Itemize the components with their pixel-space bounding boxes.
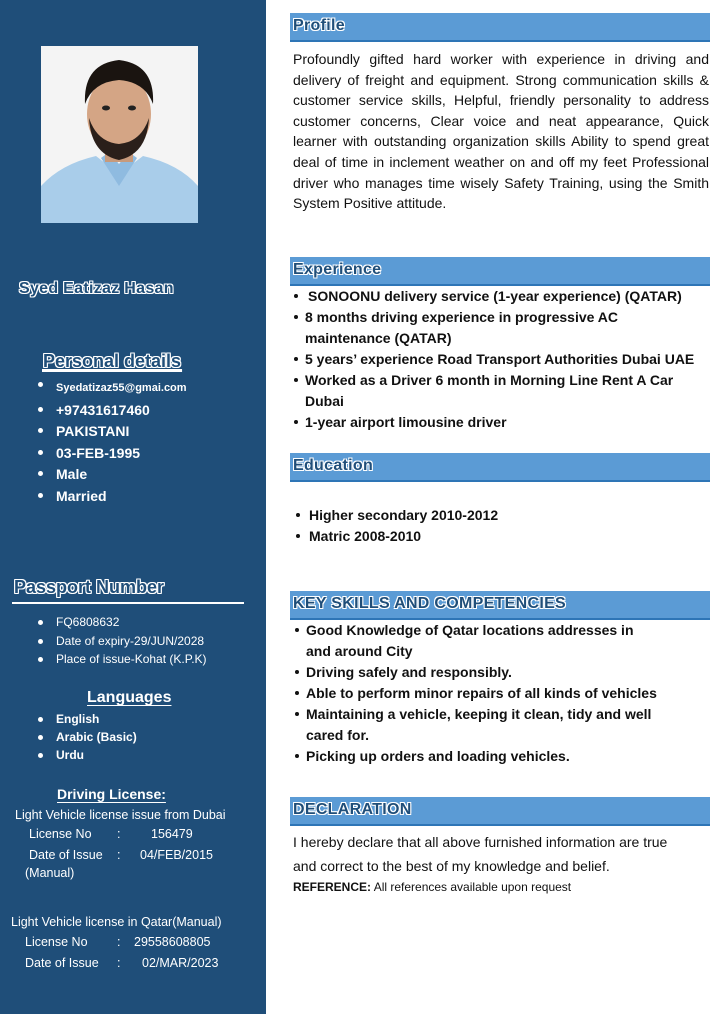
experience-item: 8 months driving experience in progressive AC maintenance (QATAR) [292, 307, 635, 349]
skills-heading: KEY SKILLS AND COMPETENCIES [293, 595, 567, 612]
experience-item: SONOONU delivery service (1-year experience) (QATAR) [292, 286, 720, 307]
dubai-license-no-label: License No [29, 827, 92, 841]
declaration-heading: DECLARATION [293, 801, 412, 818]
colon: : [117, 935, 121, 949]
qatar-license-no-label: License No [25, 935, 88, 949]
dubai-transmission: (Manual) [25, 866, 75, 880]
reference-line [293, 880, 571, 894]
education-item: Matric 2008-2010 [294, 526, 694, 547]
language-item: Urdu [36, 746, 137, 764]
skills-section-bar [290, 591, 710, 620]
passport-divider [12, 602, 244, 604]
education-list [294, 505, 694, 547]
profile-photo [41, 46, 198, 223]
marital-status-item: Married [36, 486, 187, 508]
experience-item: 5 years’ experience Road Transport Authorities Dubai UAE [292, 349, 720, 370]
nationality-item: PAKISTANI [36, 421, 187, 443]
gender-item: Male [36, 464, 187, 486]
profile-section-bar [290, 13, 710, 42]
experience-section-bar [290, 257, 710, 286]
reference-text: All references available upon request [373, 880, 572, 894]
dubai-license-heading: Light Vehicle license issue from Dubai [15, 808, 226, 822]
colon: : [117, 848, 121, 862]
education-section-bar [290, 453, 710, 482]
skill-item: Good Knowledge of Qatar locations addresses in and around City [293, 620, 651, 662]
passport-expiry-item: Date of expiry-29/JUN/2028 [36, 632, 207, 651]
personal-details-list [36, 378, 187, 508]
qatar-issue-date-value: 02/MAR/2023 [142, 956, 219, 970]
skill-item: Maintaining a vehicle, keeping it clean, tidy and well cared for. [293, 704, 656, 746]
passport-list [36, 613, 207, 669]
phone-item: +97431617460 [36, 400, 187, 422]
profile-text: Profoundly gifted hard worker with experience in driving and delivery of freight and equipment. Strong communication skills & customer service skills, Helpful, friendly personality to address customer concerns, Clear voice and neat appearance, Quick learner with outstanding organization skills Ability to spend great deal of time in inclement weather on and off my feet Professional driver who manages time wisely Safety Training, using the Smith System Positive attitude. [293, 51, 709, 212]
personal-details-heading: Personal details [43, 351, 182, 371]
experience-item: Worked as a Driver 6 month in Morning Line Rent A Car Dubai [292, 370, 675, 412]
skill-item: Driving safely and responsibly. [293, 662, 713, 683]
passport-issue-place-item: Place of issue-Kohat (K.P.K) [36, 650, 207, 669]
sidebar [0, 0, 266, 1014]
colon: : [117, 827, 121, 841]
languages-heading: Languages [87, 689, 172, 706]
qatar-issue-date-label: Date of Issue [25, 956, 99, 970]
skill-item: Able to perform minor repairs of all kinds of vehicles [293, 683, 713, 704]
qatar-license-heading: Light Vehicle license in Qatar(Manual) [11, 915, 222, 929]
reference-label: REFERENCE: [293, 880, 372, 894]
language-item: English [36, 710, 137, 728]
education-item: Higher secondary 2010-2012 [294, 505, 694, 526]
colon: : [117, 956, 121, 970]
driving-license-heading: Driving License: [57, 786, 166, 802]
skills-list [293, 620, 713, 767]
declaration-text: I hereby declare that all above furnished information are true and correct to the best of my knowledge and belief. [293, 834, 668, 874]
experience-heading: Experience [293, 261, 382, 278]
languages-list [36, 710, 137, 765]
profile-heading: Profile [293, 17, 345, 34]
passport-heading: Passport Number [14, 577, 165, 597]
dubai-license-no-value: 156479 [151, 827, 193, 841]
dubai-issue-date-value: 04/FEB/2015 [140, 848, 213, 862]
skill-item: Picking up orders and loading vehicles. [293, 746, 713, 767]
candidate-name: Syed Eatizaz Hasan [19, 280, 174, 297]
education-heading: Education [293, 457, 374, 474]
experience-list [292, 286, 720, 433]
passport-number-item: FQ6808632 [36, 613, 207, 632]
qatar-license-no-value: 29558608805 [134, 935, 211, 949]
language-item: Arabic (Basic) [36, 728, 137, 746]
experience-item: 1-year airport limousine driver [292, 412, 720, 433]
dob-item: 03-FEB-1995 [36, 443, 187, 465]
email-item: Syedatizaz55@gmai.com [36, 378, 187, 400]
declaration-section-bar [290, 797, 710, 826]
dubai-issue-date-label: Date of Issue [29, 848, 103, 862]
